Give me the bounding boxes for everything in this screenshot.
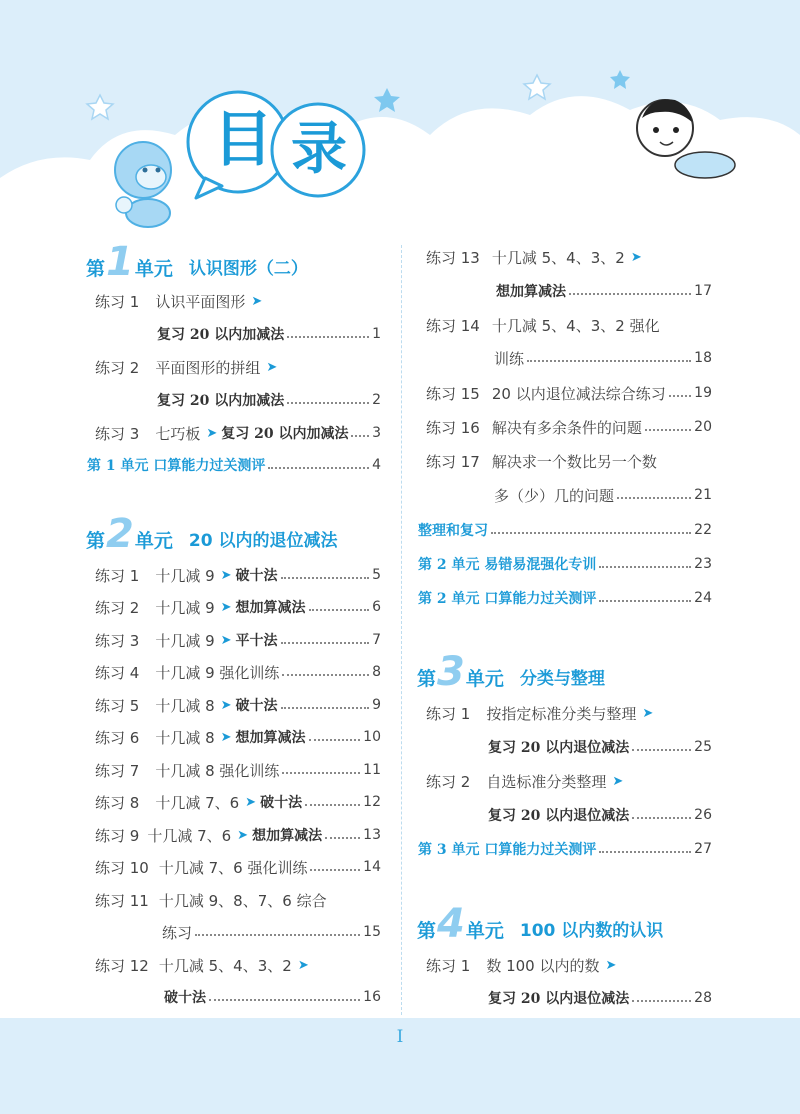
toc-entry[interactable] bbox=[95, 757, 381, 783]
arrow-right-icon: ➤ bbox=[245, 794, 257, 810]
exercise-label: 练习 16 bbox=[426, 418, 480, 437]
exercise-label: 练习 10 bbox=[95, 858, 149, 877]
entry-title: 自选标准分类整理 bbox=[486, 772, 607, 791]
toc-entry[interactable] bbox=[418, 585, 712, 611]
unit-heading[interactable] bbox=[417, 649, 605, 695]
toc-entry[interactable] bbox=[426, 700, 712, 726]
dot-leader bbox=[632, 749, 691, 751]
arrow-right-icon: ➤ bbox=[266, 359, 278, 375]
entry-title: 十几减 8 bbox=[155, 728, 215, 747]
entry-title: 七巧板 bbox=[155, 424, 201, 443]
toc-entry[interactable] bbox=[95, 887, 381, 913]
entry-title: 十几减 8 bbox=[155, 696, 215, 715]
exercise-label: 练习 2 bbox=[426, 772, 471, 791]
entry-title: 20 以内退位减法综合练习 bbox=[491, 384, 666, 403]
entry-title: 训练 bbox=[494, 349, 525, 368]
entry-title: 数 100 以内的数 bbox=[486, 956, 600, 975]
page-number: 3 bbox=[372, 425, 381, 441]
entry-title: 解决求一个数比另一个数 bbox=[491, 452, 657, 471]
unit-word: 单元 bbox=[465, 920, 504, 942]
page-number: 1 bbox=[372, 326, 381, 342]
exercise-label: 练习 15 bbox=[426, 384, 480, 403]
unit-word: 第 bbox=[86, 258, 106, 280]
entry-title: 练习 bbox=[162, 923, 193, 942]
exercise-label: 练习 3 bbox=[95, 424, 140, 443]
exercise-label: 练习 14 bbox=[426, 316, 480, 335]
page-number: 20 bbox=[694, 419, 712, 435]
toc-entry[interactable] bbox=[162, 919, 381, 945]
entry-subtitle: 想加算减法 bbox=[235, 730, 306, 746]
entry-title: 十几减 7、6 bbox=[147, 826, 232, 845]
dot-leader bbox=[325, 837, 360, 839]
entry-subtitle: 复习 20 以内加减法 bbox=[157, 327, 285, 343]
exercise-label: 练习 7 bbox=[95, 761, 140, 780]
toc-entry[interactable] bbox=[160, 984, 381, 1010]
entry-subtitle: 复习 20 以内退位减法 bbox=[488, 991, 630, 1007]
entry-title: 平面图形的拼组 bbox=[155, 358, 261, 377]
toc-entry[interactable] bbox=[87, 452, 381, 478]
dot-leader bbox=[282, 772, 360, 774]
exercise-label: 练习 13 bbox=[426, 248, 480, 267]
page-number: 25 bbox=[694, 739, 712, 755]
entry-title: 十几减 9 强化训练 bbox=[155, 663, 280, 682]
unit-title: 认识图形（二） bbox=[188, 259, 308, 279]
unit-title: 20 以内的退位减法 bbox=[188, 531, 338, 551]
toc-entry[interactable] bbox=[95, 692, 381, 718]
toc-entry[interactable] bbox=[95, 854, 381, 880]
page-number: 5 bbox=[372, 567, 381, 583]
page-title: 目 bbox=[213, 105, 273, 175]
toc-entry[interactable] bbox=[95, 789, 381, 815]
toc-entry[interactable] bbox=[484, 802, 712, 828]
arrow-right-icon: ➤ bbox=[220, 632, 232, 648]
dot-leader bbox=[617, 497, 691, 499]
section-title: 第 2 单元 口算能力过关测评 bbox=[418, 591, 597, 607]
entry-subtitle: 复习 20 以内加减法 bbox=[221, 426, 349, 442]
dot-leader bbox=[209, 999, 360, 1001]
page-number: 6 bbox=[372, 599, 381, 615]
toc-entry[interactable] bbox=[426, 312, 712, 338]
arrow-right-icon: ➤ bbox=[206, 425, 218, 441]
unit-number: 4 bbox=[437, 901, 465, 947]
dot-leader bbox=[309, 739, 361, 741]
dot-leader bbox=[310, 869, 360, 871]
toc-entry[interactable] bbox=[95, 627, 381, 653]
exercise-label: 练习 4 bbox=[95, 663, 140, 682]
entry-subtitle: 平十法 bbox=[235, 633, 278, 649]
page-number: 11 bbox=[363, 762, 381, 778]
toc-entry[interactable] bbox=[426, 448, 712, 474]
section-title: 整理和复习 bbox=[418, 523, 488, 539]
section-title: 第 2 单元 易错易混强化专训 bbox=[418, 557, 597, 573]
unit-word: 第 bbox=[417, 668, 437, 690]
toc-entry[interactable] bbox=[494, 345, 712, 371]
page-number: 19 bbox=[694, 385, 712, 401]
unit-word: 第 bbox=[86, 530, 106, 552]
toc-entry[interactable] bbox=[95, 420, 381, 446]
entry-subtitle: 想加算减法 bbox=[496, 284, 566, 300]
entry-title: 十几减 7、6 bbox=[155, 793, 240, 812]
exercise-label: 练习 17 bbox=[426, 452, 480, 471]
unit-word: 单元 bbox=[134, 258, 173, 280]
unit-number: 2 bbox=[106, 511, 134, 557]
exercise-label: 练习 5 bbox=[95, 696, 140, 715]
dot-leader bbox=[632, 817, 691, 819]
entry-title: 解决有多余条件的问题 bbox=[491, 418, 642, 437]
arrow-right-icon: ➤ bbox=[251, 293, 263, 309]
exercise-label: 练习 1 bbox=[95, 566, 140, 585]
dot-leader bbox=[287, 402, 369, 404]
page-number: 27 bbox=[694, 841, 712, 857]
arrow-right-icon: ➤ bbox=[630, 249, 642, 265]
page-number: 16 bbox=[363, 989, 381, 1005]
toc-entry[interactable] bbox=[153, 321, 381, 347]
dot-leader bbox=[599, 600, 691, 602]
dot-leader bbox=[309, 609, 370, 611]
toc-entry[interactable] bbox=[418, 836, 712, 862]
unit-title: 100 以内数的认识 bbox=[519, 921, 664, 941]
dot-leader bbox=[645, 429, 691, 431]
entry-subtitle: 复习 20 以内退位减法 bbox=[488, 740, 630, 756]
unit-heading[interactable] bbox=[417, 901, 664, 947]
toc-entry[interactable] bbox=[95, 822, 381, 848]
toc-entry[interactable] bbox=[95, 724, 381, 750]
exercise-label: 练习 2 bbox=[95, 598, 140, 617]
dot-leader bbox=[281, 577, 370, 579]
exercise-label: 练习 1 bbox=[95, 292, 140, 311]
toc-entry[interactable] bbox=[95, 594, 381, 620]
unit-section-title: 第 3 单元 口算能力过关测评 bbox=[418, 842, 597, 858]
unit-heading[interactable] bbox=[86, 511, 338, 557]
exercise-label: 练习 2 bbox=[95, 358, 140, 377]
unit-word: 单元 bbox=[465, 668, 504, 690]
page-number: 8 bbox=[372, 664, 381, 680]
page-number: 28 bbox=[694, 990, 712, 1006]
toc-entry[interactable] bbox=[494, 482, 712, 508]
dot-leader bbox=[491, 532, 691, 534]
arrow-right-icon: ➤ bbox=[297, 957, 309, 973]
entry-title: 十几减 9 bbox=[155, 598, 215, 617]
entry-title: 认识平面图形 bbox=[155, 292, 246, 311]
toc-entry[interactable] bbox=[492, 278, 712, 304]
page-number: 21 bbox=[694, 487, 712, 503]
dot-leader bbox=[305, 804, 360, 806]
unit-title: 分类与整理 bbox=[519, 669, 605, 689]
arrow-right-icon: ➤ bbox=[220, 567, 232, 583]
toc-entry[interactable] bbox=[426, 952, 712, 978]
arrow-right-icon: ➤ bbox=[220, 729, 232, 745]
toc-entry[interactable] bbox=[484, 985, 712, 1011]
dot-leader bbox=[268, 467, 369, 469]
page-number: 14 bbox=[363, 859, 381, 875]
dot-leader bbox=[351, 435, 369, 437]
dot-leader bbox=[599, 851, 691, 853]
entry-subtitle: 破十法 bbox=[235, 568, 278, 584]
toc-entry[interactable] bbox=[95, 952, 381, 978]
toc-entry[interactable] bbox=[418, 517, 712, 543]
toc-entry[interactable] bbox=[95, 288, 385, 314]
entry-title: 按指定标准分类与整理 bbox=[486, 704, 637, 723]
dot-leader bbox=[195, 934, 360, 936]
unit-heading[interactable] bbox=[86, 239, 308, 285]
toc-entry[interactable] bbox=[95, 562, 381, 588]
dot-leader bbox=[527, 360, 691, 362]
unit-number: 3 bbox=[437, 649, 465, 695]
arrow-right-icon: ➤ bbox=[642, 705, 654, 721]
toc-entry[interactable] bbox=[426, 414, 712, 440]
arrow-right-icon: ➤ bbox=[220, 697, 232, 713]
entry-title: 十几减 5、4、3、2 bbox=[158, 956, 292, 975]
arrow-right-icon: ➤ bbox=[605, 957, 617, 973]
page-number: 24 bbox=[694, 590, 712, 606]
page-number: 18 bbox=[694, 350, 712, 366]
page-number: 2 bbox=[372, 392, 381, 408]
entry-subtitle: 复习 20 以内加减法 bbox=[157, 393, 285, 409]
entry-subtitle: 想加算减法 bbox=[252, 828, 323, 844]
entry-title: 多（少）几的问题 bbox=[494, 486, 615, 505]
exercise-label: 练习 1 bbox=[426, 956, 471, 975]
page-number: 23 bbox=[694, 556, 712, 572]
header-banner bbox=[0, 0, 800, 250]
page-title: 录 bbox=[291, 117, 347, 182]
entry-title: 十几减 7、6 强化训练 bbox=[158, 858, 308, 877]
entry-title: 十几减 9 bbox=[155, 566, 215, 585]
page-number: 4 bbox=[372, 457, 381, 473]
footer-page-number: I bbox=[396, 1027, 404, 1047]
page-number: 22 bbox=[694, 522, 712, 538]
entry-subtitle: 复习 20 以内退位减法 bbox=[488, 808, 630, 824]
dot-leader bbox=[282, 674, 369, 676]
entry-title: 十几减 8 强化训练 bbox=[155, 761, 280, 780]
unit-number: 1 bbox=[106, 239, 134, 285]
entry-title: 十几减 9 bbox=[155, 631, 215, 650]
exercise-label: 练习 9 bbox=[95, 826, 140, 845]
exercise-label: 练习 11 bbox=[95, 891, 149, 910]
unit-word: 第 bbox=[417, 920, 437, 942]
page-number: 9 bbox=[372, 697, 381, 713]
dot-leader bbox=[281, 707, 370, 709]
page-number: 7 bbox=[372, 632, 381, 648]
exercise-label: 练习 1 bbox=[426, 704, 471, 723]
page-number: 12 bbox=[363, 794, 381, 810]
dot-leader bbox=[287, 336, 369, 338]
entry-subtitle: 想加算减法 bbox=[235, 600, 306, 616]
page-number: 13 bbox=[363, 827, 381, 843]
entry-title: 十几减 5、4、3、2 强化 bbox=[491, 316, 660, 335]
exercise-label: 练习 3 bbox=[95, 631, 140, 650]
toc-entry[interactable] bbox=[426, 244, 712, 270]
unit-word: 单元 bbox=[134, 530, 173, 552]
dot-leader bbox=[632, 1000, 691, 1002]
exercise-label: 练习 12 bbox=[95, 956, 149, 975]
toc-entry[interactable] bbox=[153, 387, 381, 413]
entry-subtitle: 破十法 bbox=[164, 990, 206, 1006]
toc-entry[interactable] bbox=[95, 659, 381, 685]
toc-entry[interactable] bbox=[426, 768, 712, 794]
page-number: 10 bbox=[363, 729, 381, 745]
page-number: 17 bbox=[694, 283, 712, 299]
page-number: 26 bbox=[694, 807, 712, 823]
arrow-right-icon: ➤ bbox=[612, 773, 624, 789]
entry-title: 十几减 5、4、3、2 bbox=[491, 248, 625, 267]
page-number: 15 bbox=[363, 924, 381, 940]
toc-entry[interactable] bbox=[484, 734, 712, 760]
arrow-right-icon: ➤ bbox=[220, 599, 232, 615]
dot-leader bbox=[599, 566, 691, 568]
exercise-label: 练习 6 bbox=[95, 728, 140, 747]
toc-entry[interactable] bbox=[95, 354, 385, 380]
exercise-label: 练习 8 bbox=[95, 793, 140, 812]
entry-subtitle: 破十法 bbox=[260, 795, 303, 811]
column-divider bbox=[401, 245, 402, 1015]
dot-leader bbox=[669, 395, 691, 397]
arrow-right-icon: ➤ bbox=[237, 827, 249, 843]
entry-subtitle: 破十法 bbox=[235, 698, 278, 714]
entry-title: 十几减 9、8、7、6 综合 bbox=[158, 891, 327, 910]
unit-section-title: 第 1 单元 口算能力过关测评 bbox=[87, 458, 266, 474]
dot-leader bbox=[281, 642, 370, 644]
toc-entry[interactable] bbox=[426, 380, 712, 406]
toc-entry[interactable] bbox=[418, 551, 712, 577]
dot-leader bbox=[569, 293, 691, 295]
